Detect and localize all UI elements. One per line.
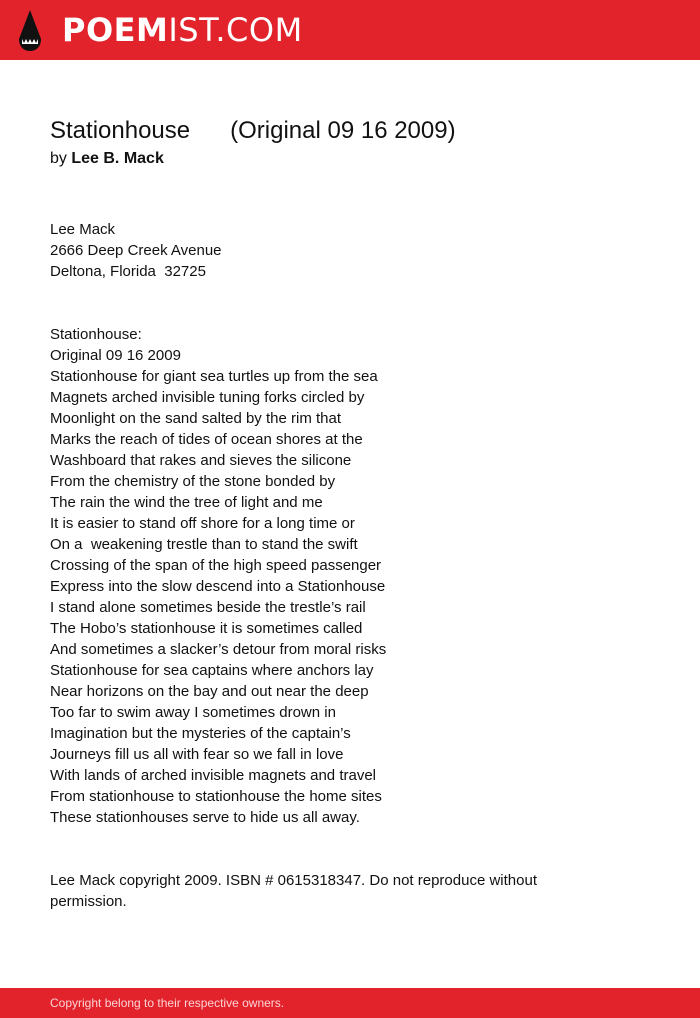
logo-light-text: IST.COM	[168, 11, 303, 49]
pencil-tip-icon[interactable]	[18, 10, 42, 51]
poem-line: The Hobo’s stationhouse it is sometimes called	[50, 620, 363, 637]
poem-line: And sometimes a slacker’s detour from moral risks	[50, 641, 387, 658]
poem-line: Stationhouse for giant sea turtles up from the sea	[50, 368, 378, 385]
poem-line: Too far to swim away I sometimes drown in	[50, 704, 336, 721]
site-footer	[0, 988, 700, 1018]
poem-line: From stationhouse to stationhouse the home sites	[50, 788, 382, 805]
logo-bold-text: POEM	[62, 11, 169, 49]
poem-line: The rain the wind the tree of light and me	[50, 494, 323, 511]
poem-line: Imagination but the mysteries of the captain’s	[50, 725, 351, 742]
poem-line: Stationhouse:	[50, 326, 142, 343]
author-name: Lee B. Mack	[71, 150, 164, 167]
poem-line: Express into the slow descend into a Stationhouse	[50, 578, 386, 595]
poem-copyright: Lee Mack copyright 2009. ISBN # 0615318347. Do not reproduce without permission.	[50, 872, 537, 910]
by-label: by	[50, 150, 67, 167]
poem-line: Crossing of the span of the high speed passenger	[50, 557, 382, 574]
poem-line: Original 09 16 2009	[50, 347, 181, 364]
footer-copyright: Copyright belong to their respective owners.	[50, 996, 285, 1010]
poem-line: Marks the reach of tides of ocean shores at the	[50, 431, 363, 448]
poem-line: I stand alone sometimes beside the trestle’s rail	[50, 599, 366, 616]
poem-body	[50, 219, 570, 828]
poem-line: Magnets arched invisible tuning forks circled by	[50, 389, 365, 406]
poem-line: On a weakening trestle than to stand the swift	[50, 536, 358, 553]
blank-line	[50, 303, 570, 324]
address-line: Deltona, Florida 32725	[50, 263, 206, 280]
poem-line: Journeys fill us all with fear so we fall in love	[50, 746, 344, 763]
poem-line: Near horizons on the bay and out near the deep	[50, 683, 369, 700]
blank-line	[50, 282, 570, 303]
address-line: Lee Mack	[50, 221, 116, 238]
site-header	[0, 0, 700, 60]
byline	[50, 148, 164, 170]
poem-line: Stationhouse for sea captains where anchors lay	[50, 662, 374, 679]
poem-title: Stationhouse (Original 09 16 2009)	[50, 117, 456, 144]
poem-line: These stationhouses serve to hide us all away.	[50, 809, 360, 826]
address-line: 2666 Deep Creek Avenue	[50, 242, 222, 259]
site-logo[interactable]	[62, 12, 303, 48]
poem-line: Washboard that rakes and sieves the silicone	[50, 452, 352, 469]
poem-line: It is easier to stand off shore for a long time or	[50, 515, 355, 532]
poem-line: Moonlight on the sand salted by the rim that	[50, 410, 342, 427]
poem-line: From the chemistry of the stone bonded by	[50, 473, 336, 490]
poem-line: With lands of arched invisible magnets and travel	[50, 767, 377, 784]
